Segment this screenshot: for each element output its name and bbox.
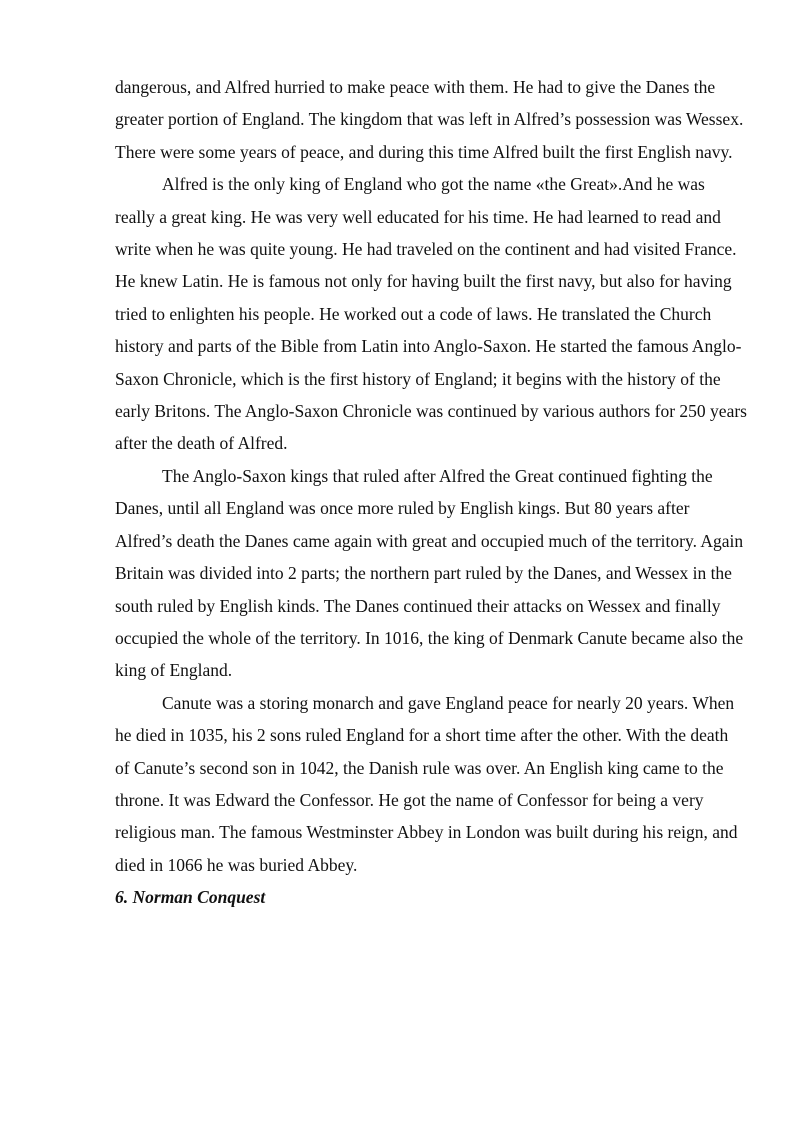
paragraph-alfred-the-great: Alfred is the only king of England who got the name «the Great».And he was really a great king. He was very well educated for his time. He had learned to read and write when he was quite young. He had traveled on the continent and had visited France. He knew Latin. He is famous not only for having built the first navy, but also for having tried to enlighten his people. He worked out a code of laws. He translated the Church history and parts of the Bible from Latin into Anglo-Saxon. He started the famous Anglo-Saxon Chronicle, which is the first history of England; it begins with the history of the early Britons. The Anglo-Saxon Chronicle was continued by various authors for 250 years after the death of Alfred. [115, 174, 747, 454]
paragraph-alfred-peace: dangerous, and Alfred hurried to make peace with them. He had to give the Danes the greater portion of England. The kingdom that was left in Alfred’s possession was Wessex. There were some years of peace, and during this time Alfred built the first English navy. [115, 77, 744, 162]
paragraph-canute: Canute was a storing monarch and gave England peace for nearly 20 years. When he died in 1035, his 2 sons ruled England for a short time after the other. With the death of Canute’s second son in 1042, the Danish rule was over. An English king came to the throne. It was Edward the Confessor. He got the name of Confessor for being a very religious man. The famous Westminster Abbey in London was built during his reign, and died in 1066 he was buried Abbey. [115, 692, 738, 875]
document-page [115, 71, 747, 914]
section-heading: 6. Norman Conquest [115, 887, 266, 908]
paragraph-anglo-saxon-kings: The Anglo-Saxon kings that ruled after Alfred the Great continued fighting the Danes, until all England was once more ruled by English kings. But 80 years after Alfred’s death the Danes came again with great and occupied much of the territory. Again Britain was divided into 2 parts; the northern part ruled by the Danes, and Wessex in the south ruled by English kinds. The Danes continued their attacks on Wessex and finally occupied the whole of the territory. In 1016, the king of Denmark Canute became also the king of England. [115, 465, 744, 681]
